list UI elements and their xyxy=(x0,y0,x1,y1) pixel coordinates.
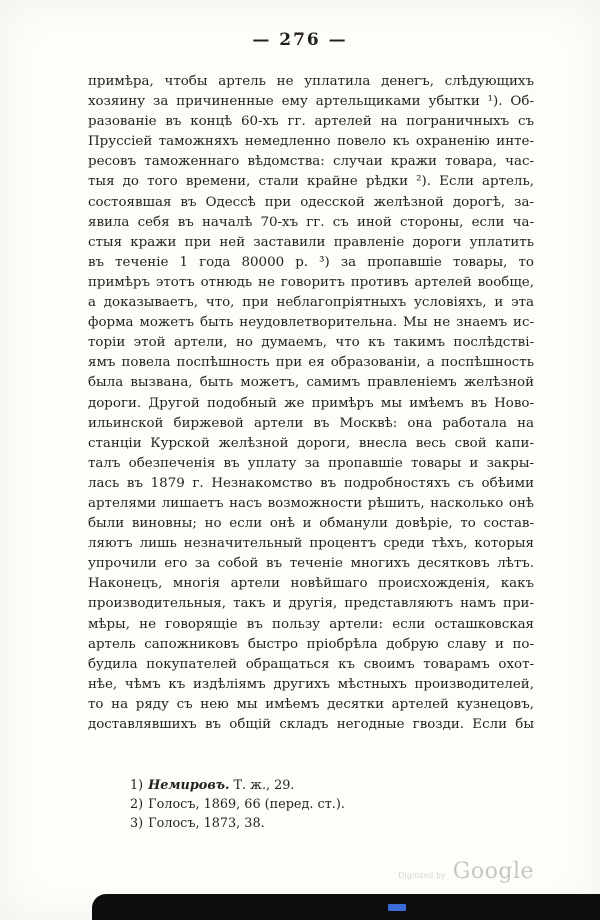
body-line: лась въ 1879 г. Незнакомство въ подробностяхъ съ обѣими xyxy=(88,475,534,491)
footnote-item xyxy=(130,776,530,795)
body-line: ресовъ таможеннаго вѣдомства: случаи кражи товара, час- xyxy=(88,154,534,170)
body-line: будила покупателей обращаться къ своимъ товарамъ охот- xyxy=(88,656,534,672)
body-line: станціи Курской желѣзной дороги, внесла весь свой капи- xyxy=(88,435,534,451)
digitized-by-text: Digitized by xyxy=(398,871,446,880)
body-line: артель сапожниковъ быстро пріобрѣла добрую славу и по- xyxy=(88,636,534,652)
body-line: дороги. Другой подобный же примѣръ мы имѣемъ въ Ново- xyxy=(88,395,534,411)
body-line: то на ряду съ нею мы имѣемъ десятки артелей кузнецовъ, xyxy=(88,696,534,712)
body-line: въ теченіе 1 года 80000 р. ³) за пропавшіе товары, то xyxy=(88,254,534,270)
footnote-text: Голосъ, 1869, 66 (перед. ст.). xyxy=(148,797,345,812)
body-text xyxy=(88,72,534,735)
body-line: Наконецъ, многія артели новѣйшаго происхожденія, какъ xyxy=(88,576,534,592)
body-line: явила себя въ началѣ 70-хъ гг. съ иной стороны, если ча- xyxy=(88,214,534,230)
body-line: артелями лишаетъ насъ возможности рѣшить, насколько онѣ xyxy=(88,495,534,511)
body-line: производительныя, такъ и другія, представляютъ намъ при- xyxy=(88,596,534,612)
body-line: примѣра, чтобы артель не уплатила денегъ, слѣдующихъ xyxy=(88,74,534,89)
page-number: — 276 — xyxy=(252,30,348,50)
body-line: ямъ повела поспѣшность при ея образованіи, а поспѣшность xyxy=(88,355,534,371)
body-line: упрочили его за собой въ теченіе многихъ десятковъ лѣтъ. xyxy=(88,556,534,572)
body-line: состоявшая въ Одессѣ при одесской желѣзной дорогѣ, за- xyxy=(88,194,534,210)
body-line: нѣе, чѣмъ къ издѣліямъ другихъ мѣстныхъ производителей, xyxy=(88,676,534,692)
body-line: была вызвана, быть можетъ, самимъ правленіемъ желѣзной xyxy=(88,375,534,391)
footnote-marker: 2) xyxy=(130,797,144,812)
body-line: хозяину за причиненные ему артельщиками убытки ¹). Об- xyxy=(88,94,534,110)
digitized-by-watermark xyxy=(398,859,534,884)
body-line: ильинской биржевой артели въ Москвѣ: она работала на xyxy=(88,415,534,431)
body-line: торіи этой артели, но думаемъ, что къ такимъ послѣдстві- xyxy=(88,335,534,351)
footnote-source-italic: Немировъ. xyxy=(148,778,230,793)
footnote-item xyxy=(130,795,530,814)
scan-blue-mark xyxy=(388,904,406,911)
footnote-item xyxy=(130,814,530,833)
body-line: ляютъ лишь незначительный процентъ среди тѣхъ, которыя xyxy=(88,536,534,552)
google-logo: Google xyxy=(452,859,534,884)
body-line: Пруссіей таможняхъ немедленно повело къ охраненію инте- xyxy=(88,134,534,150)
footnote-marker: 1) xyxy=(130,778,144,793)
body-line: тыя до того времени, стали крайне рѣдки ²). Если артель, xyxy=(88,174,534,190)
footnote-marker: 3) xyxy=(130,816,144,831)
body-line: а доказываетъ, что, при неблагопріятныхъ условіяхъ, и эта xyxy=(88,295,534,311)
footnotes xyxy=(130,776,530,833)
body-line: разованіе въ концѣ 60-хъ гг. артелей на пограничныхъ съ xyxy=(88,114,534,130)
body-line: стыя кражи при ней заставили правленіе дороги уплатить xyxy=(88,234,534,250)
footnote-text: Т. ж., 29. xyxy=(233,778,295,793)
footnote-text: Голосъ, 1873, 38. xyxy=(148,816,265,831)
body-line: форма можетъ быть неудовлетворительна. Мы не знаемъ ис- xyxy=(88,315,534,331)
body-line: примѣръ этотъ отнюдь не говоритъ противъ артелей вообще, xyxy=(88,274,534,290)
body-line: были виновны; но если онѣ и обманули довѣріе, то состав- xyxy=(88,516,534,532)
scan-edge-bar xyxy=(92,894,600,920)
body-line: талъ обезпеченія въ уплату за пропавшіе товары и закры- xyxy=(88,455,534,471)
body-line: доставлявшихъ въ общій складъ негодные гвозди. Если бы xyxy=(88,717,534,732)
body-line: мѣры, не говорящіе въ пользу артели: если осташковская xyxy=(88,616,534,632)
